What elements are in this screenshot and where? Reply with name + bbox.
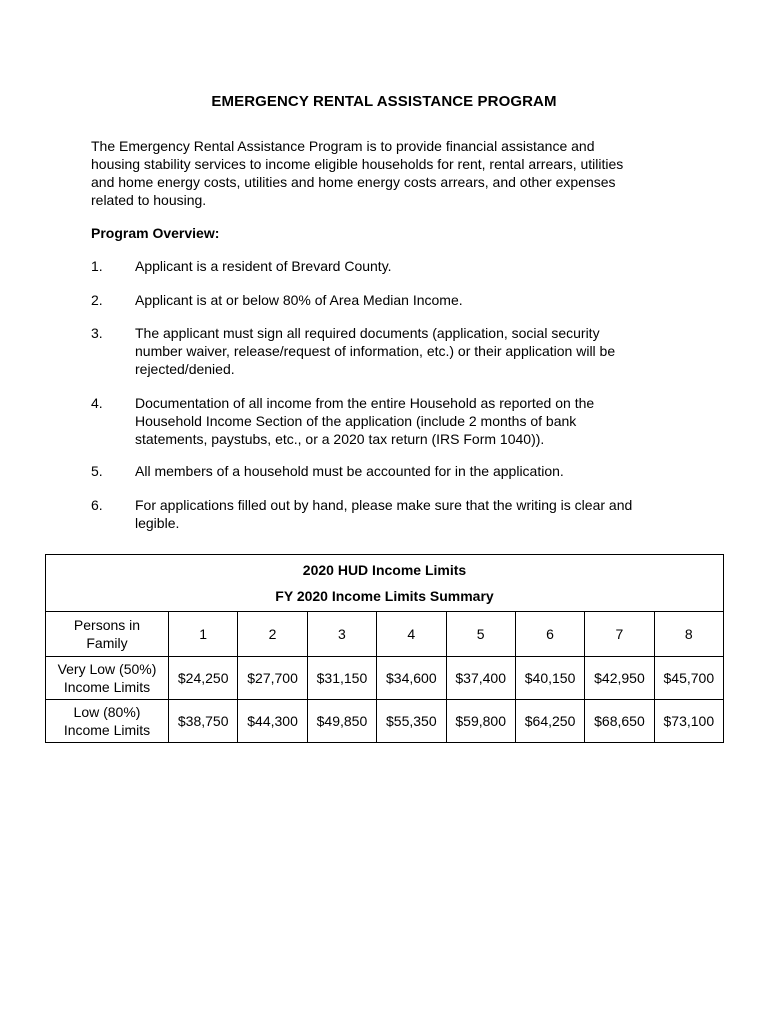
list-item-number: 4.: [91, 395, 103, 411]
list-item-line: number waiver, release/request of information, etc.) or their application will be: [135, 343, 616, 359]
table-cell: $37,400: [446, 657, 515, 700]
column-header: 5: [446, 612, 515, 657]
list-item-line: Household Income Section of the application (include 2 months of bank: [135, 413, 577, 429]
row-label-line: Family: [86, 635, 128, 651]
list-item-text: [135, 496, 685, 532]
list-item-number: 1.: [91, 258, 103, 274]
row-label-line: Very Low (50%): [57, 661, 157, 677]
list-item-line: All members of a household must be accounted for in the application.: [135, 463, 564, 479]
list-item-line: rejected/denied.: [135, 361, 235, 377]
intro-line: housing stability services to income eligible households for rent, rental arrears, utilities: [91, 156, 624, 172]
table-cell: $24,250: [169, 657, 238, 700]
page-title: EMERGENCY RENTAL ASSISTANCE PROGRAM: [211, 93, 557, 110]
list-item-line: Applicant is at or below 80% of Area Median Income.: [135, 292, 463, 308]
column-header: 4: [377, 612, 446, 657]
row-label-line: Income Limits: [63, 679, 151, 695]
table-cell: $64,250: [515, 700, 584, 743]
column-header: 1: [169, 612, 238, 657]
table-cell: $49,850: [307, 700, 376, 743]
table-caption-subtitle: FY 2020 Income Limits Summary: [275, 588, 494, 604]
intro-line: and home energy costs, utilities and home energy costs arrears, and other expenses: [91, 174, 616, 190]
list-item-number: 6.: [91, 497, 103, 513]
table-caption-row: [46, 555, 724, 612]
list-item-text: [135, 291, 685, 309]
table-caption: [46, 555, 724, 612]
table-cell: $44,300: [238, 700, 307, 743]
list-item-text: [135, 257, 685, 275]
list-item-line: legible.: [135, 515, 180, 531]
table-cell: $27,700: [238, 657, 307, 700]
list-item-number: 3.: [91, 325, 103, 341]
table-row: [46, 700, 724, 743]
row-label-very-low: [46, 657, 169, 700]
row-label-line: Income Limits: [63, 722, 151, 738]
table-cell: $38,750: [169, 700, 238, 743]
table-cell: $68,650: [585, 700, 654, 743]
table-cell: $31,150: [307, 657, 376, 700]
intro-paragraph: [91, 137, 691, 209]
list-item-line: The applicant must sign all required documents (application, social security: [135, 325, 600, 341]
table-cell: $45,700: [654, 657, 723, 700]
column-header: 3: [307, 612, 376, 657]
row-label-low: [46, 700, 169, 743]
overview-heading: Program Overview:: [91, 225, 220, 241]
table-caption-title: 2020 HUD Income Limits: [302, 562, 467, 578]
intro-line: related to housing.: [91, 192, 207, 208]
list-item-number: 2.: [91, 292, 103, 308]
list-item-line: Applicant is a resident of Brevard County.: [135, 258, 392, 274]
table-cell: $34,600: [377, 657, 446, 700]
list-item-text: [135, 462, 685, 480]
table-header-row: [46, 612, 724, 657]
table-cell: $59,800: [446, 700, 515, 743]
list-item-number: 5.: [91, 463, 103, 479]
table-cell: $73,100: [654, 700, 723, 743]
column-header: 6: [515, 612, 584, 657]
list-item-line: statements, paystubs, etc., or a 2020 tax return (IRS Form 1040)).: [135, 431, 545, 447]
intro-line: The Emergency Rental Assistance Program is to provide financial assistance and: [91, 138, 595, 154]
row-label-line: Low (80%): [73, 704, 141, 720]
income-limits-table: [45, 554, 724, 743]
table-cell: $42,950: [585, 657, 654, 700]
table-row: [46, 657, 724, 700]
table-cell: $40,150: [515, 657, 584, 700]
list-item-text: [135, 324, 685, 378]
row-label-persons: [46, 612, 169, 657]
column-header: 7: [585, 612, 654, 657]
column-header: 8: [654, 612, 723, 657]
row-label-line: Persons in: [73, 617, 141, 633]
list-item-line: For applications filled out by hand, please make sure that the writing is clear and: [135, 497, 633, 513]
table-cell: $55,350: [377, 700, 446, 743]
list-item-line: Documentation of all income from the entire Household as reported on the: [135, 395, 595, 411]
list-item-text: [135, 394, 685, 448]
column-header: 2: [238, 612, 307, 657]
